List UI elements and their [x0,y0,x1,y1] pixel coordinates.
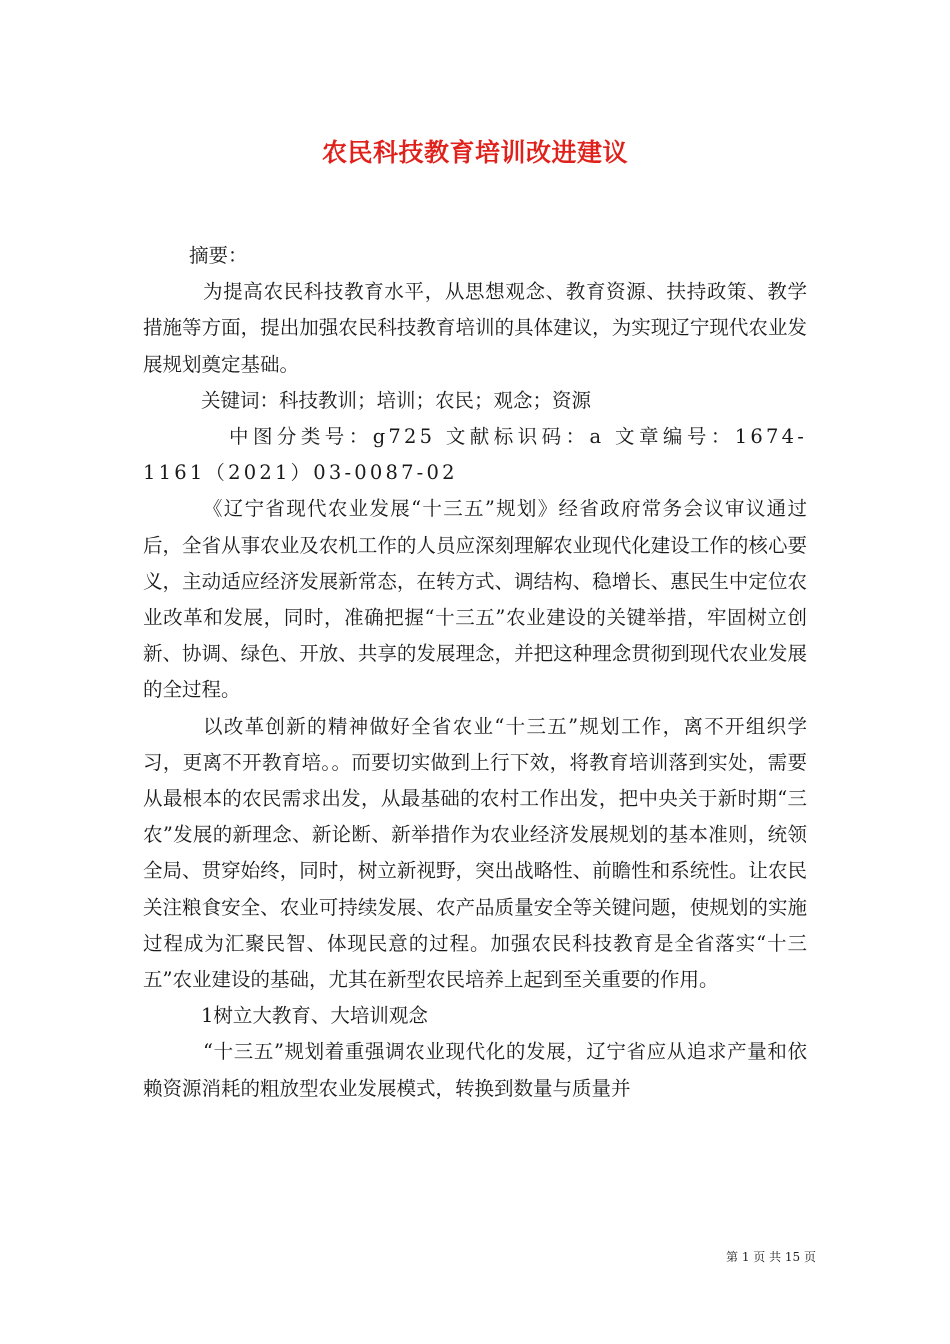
abstract-text: 为提高农民科技教育水平，从思想观念、教育资源、扶持政策、教学措施等方面，提出加强农民科技教育培训的具体建议，为实现辽宁现代农业发展规划奠定基础。 [143,280,807,376]
section-heading: 1树立大教育、大培训观念 [201,1004,428,1028]
body-paragraph: 《辽宁省现代农业发展“十三五”规划》经省政府常务会议审议通过后，全省从事农业及农机工作的人员应深刻理解农业现代化建设工作的核心要义，主动适应经济发展新常态，在转方式、调结构、稳增长、惠民生中定位农业改革和发展，同时，准确把握“十三五”农业建设的关键举措，牢固树立创新、协调、绿色、开放、共享的发展理念，并把这种理念贯彻到现代农业发展的全过程。 [143,497,807,702]
document-body [143,238,807,1107]
abstract-label: 摘要： [189,244,248,267]
document-title: 农民科技教育培训改进建议 [321,138,628,167]
keywords: 关键词：科技教训；培训；农民；观念；资源 [201,388,592,412]
body-paragraph: 以改革创新的精神做好全省农业“十三五”规划工作，离不开组织学习，更离不开教育培。。而要切实做到上行下效，将教育培训落到实处，需要从最根本的农民需求出发，从最基础的农村工作出发，把中央关于新时期“三农”发展的新理念、新论断、新举措作为农业经济发展规划的基本准则，统领全局、贯穿始终，同时，树立新视野，突出战略性、前瞻性和系统性。让农民关注粮食安全、农业可持续发展、农产品质量安全等关键问题，使规划的实施过程成为汇聚民智、体现民意的过程。加强农民科技教育是全省落实“十三五”农业建设的基础，尤其在新型农民培养上起到至关重要的作用。 [143,714,807,992]
classification-info: 中图分类号：g725 文献标识码：a 文章编号：1674-1161（2021）03-0087-02 [143,425,807,485]
section-paragraph: “十三五”规划着重强调农业现代化的发展，辽宁省应从追求产量和依赖资源消耗的粗放型农业发展模式，转换到数量与质量并 [143,1040,807,1100]
page-number: 第 1 页 共 15 页 [726,1250,816,1264]
